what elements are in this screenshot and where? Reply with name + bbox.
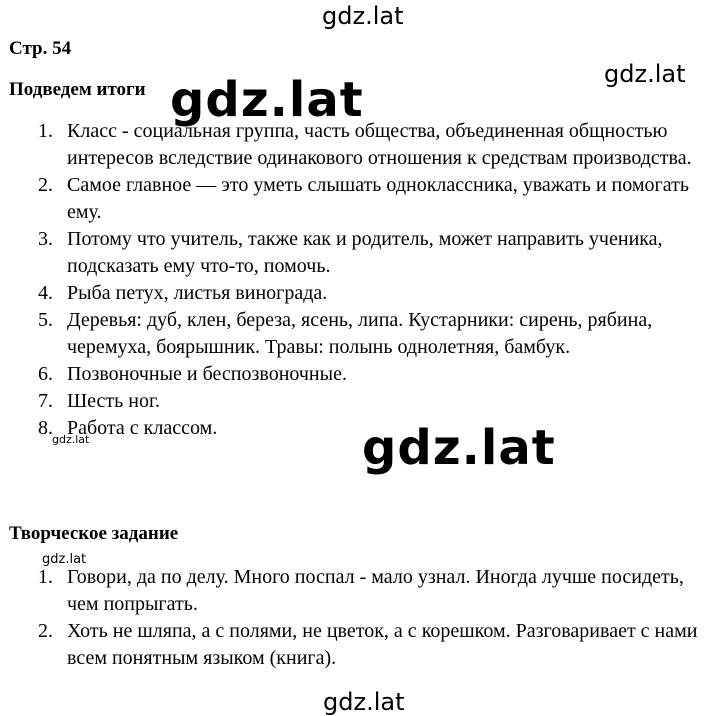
item-number: 3. bbox=[38, 228, 53, 250]
watermark-right: gdz.lat bbox=[604, 60, 686, 88]
list-item bbox=[38, 307, 718, 361]
list-item bbox=[38, 388, 718, 415]
list-item bbox=[38, 618, 718, 672]
list-item bbox=[38, 172, 718, 226]
list-item bbox=[38, 280, 718, 307]
item-number: 2. bbox=[38, 174, 53, 196]
item-text: Позвоночные и беспозвоночные. bbox=[67, 363, 347, 385]
item-text: Работа с классом. bbox=[67, 417, 218, 439]
item-number: 5. bbox=[38, 309, 53, 331]
list-item bbox=[38, 118, 718, 172]
item-text: Шесть ног. bbox=[67, 390, 160, 412]
item-number: 1. bbox=[38, 120, 53, 142]
list-item bbox=[38, 226, 718, 280]
watermark-large-1: gdz.lat bbox=[170, 72, 364, 128]
list-item bbox=[38, 361, 718, 388]
watermark-top: gdz.lat bbox=[322, 2, 404, 30]
watermark-bottom: gdz.lat bbox=[323, 688, 405, 716]
section-heading-summary: Подведем итоги bbox=[9, 79, 146, 100]
item-number: 8. bbox=[38, 417, 53, 439]
item-number: 1. bbox=[38, 566, 53, 588]
creative-task-list bbox=[38, 564, 718, 672]
item-text: Рыба петух, листья винограда. bbox=[67, 282, 328, 304]
item-text: Потому что учитель, также как и родитель, может направить ученика, подсказать ему что-то, помочь. bbox=[67, 228, 663, 277]
section-heading-creative-task: Творческое задание bbox=[9, 523, 179, 544]
item-number: 2. bbox=[38, 620, 53, 642]
watermark-small-1: gdz.lat bbox=[52, 433, 90, 446]
item-text: Говори, да по делу. Много поспал - мало узнал. Иногда лучше посидеть, чем попрыгать. bbox=[67, 566, 684, 615]
item-text: Деревья: дуб, клен, береза, ясень, липа. Кустарники: сирень, рябина, черемуха, боярышник. Травы: полынь однолетняя, бамбук. bbox=[67, 309, 653, 358]
item-number: 6. bbox=[38, 363, 53, 385]
item-text: Хоть не шляпа, а с полями, не цветок, а с корешком. Разговаривает с нами всем понятным языком (книга). bbox=[67, 620, 698, 669]
item-text: Самое главное — это уметь слышать одноклассника, уважать и помогать ему. bbox=[67, 174, 689, 223]
item-number: 7. bbox=[38, 390, 53, 412]
summary-answer-list bbox=[38, 118, 718, 442]
item-number: 4. bbox=[38, 282, 53, 304]
watermark-large-2: gdz.lat bbox=[362, 420, 556, 476]
page-number-heading: Стр. 54 bbox=[9, 38, 72, 59]
item-text: Класс - социальная группа, часть общества, объединенная общностью интересов вследствие одинакового отношения к средствам производства. bbox=[67, 120, 692, 169]
watermark-small-2: gdz.lat bbox=[42, 552, 87, 567]
list-item bbox=[38, 564, 718, 618]
